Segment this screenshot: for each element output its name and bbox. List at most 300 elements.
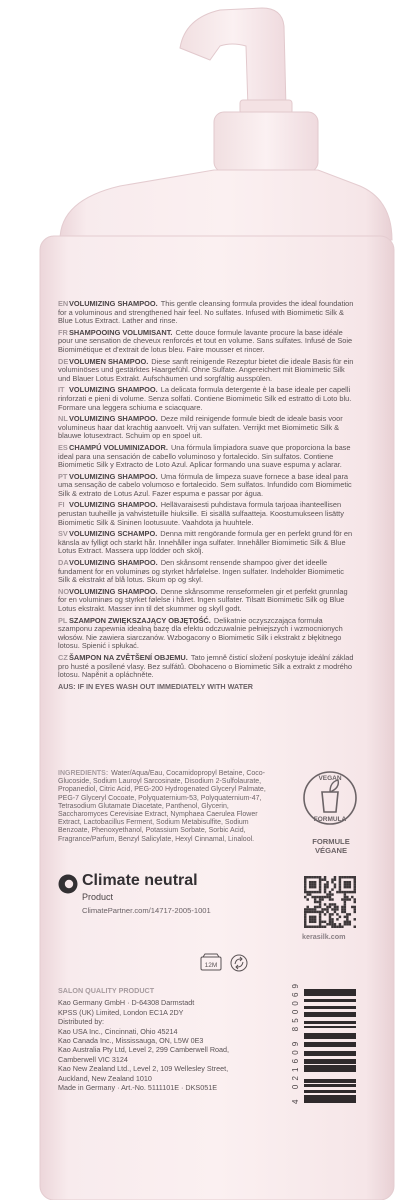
qr-module	[336, 908, 338, 910]
qr-module	[316, 891, 318, 893]
qr-module	[311, 896, 313, 898]
barcode-bar	[304, 1098, 356, 1101]
qr-module	[346, 923, 348, 925]
qr-module	[316, 911, 318, 913]
qr-module	[351, 891, 353, 893]
qr-module	[346, 881, 348, 883]
qr-module	[329, 893, 331, 895]
qr-module	[351, 896, 353, 898]
bottle-shoulder	[60, 170, 392, 240]
vegan-ribbon-text: FORMULA	[313, 816, 347, 823]
qr-module	[304, 918, 306, 920]
qr-module	[326, 911, 328, 913]
description-text: Cette douce formule lavante procure la base idéale pour une sensation de cheveux renforcés et tout en volume. Sans sulfates. Infusé de Soie Biomimétique et d'extrait de lotus bleu. Faire mousser et rincer.	[58, 327, 353, 354]
qr-module	[309, 891, 311, 893]
qr-module	[341, 911, 343, 913]
qr-module	[336, 906, 338, 908]
barcode-bar	[304, 1101, 356, 1103]
ingredients-heading: INGREDIENTS:	[58, 770, 109, 777]
qr-module	[324, 891, 326, 893]
barcode-bar	[304, 1062, 356, 1064]
qr-module	[351, 876, 353, 878]
eye-warning: AUS: IF IN EYES WASH OUT IMMEDIATELY WITH WATER	[58, 681, 253, 691]
qr-module	[341, 876, 343, 878]
qr-module	[326, 886, 328, 888]
qr-module	[314, 876, 316, 878]
description-text: Tato jemně čisticí složení poskytuje ideální základ pro husté a posílené vlasy. Bez sulfátů. Obohaceno o Biomimetic Silk a extrakt z modrého lotosu. Napěnit a opláchněte.	[58, 652, 354, 680]
qr-module	[339, 888, 341, 890]
lang-code: DE	[58, 356, 69, 366]
qr-module	[316, 926, 318, 928]
product-name: VOLUMIZING SHAMPOO.	[69, 586, 158, 596]
qr-module	[346, 921, 348, 923]
paragraph-de	[58, 358, 354, 384]
qr-module	[344, 921, 346, 923]
description-text: Diese sanft reinigende Rezeptur bietet die ideale Basis für ein voluminöses und gestärktes Haargefühl. Ohne Sulfate. Angereichert mit Biomimetic Silk und Blauer Lotus Extrakt. Aufschäumen und sorgfältig ausspülen.	[58, 356, 354, 383]
qr-module	[306, 898, 308, 900]
qr-module	[354, 881, 356, 883]
qr-module	[346, 886, 348, 888]
product-name: SHAMPOOING VOLUMISANT.	[69, 327, 173, 337]
qr-module	[346, 896, 348, 898]
climate-sub: Product	[82, 892, 114, 902]
qr-module	[321, 921, 323, 923]
qr-module	[311, 911, 313, 913]
climate-partner-logo-icon	[58, 874, 78, 894]
qr-module	[329, 906, 331, 908]
vegan-caption	[296, 838, 366, 855]
qr-module	[339, 891, 341, 893]
address-line: Distributed by:	[58, 1017, 104, 1027]
paragraph-nl	[58, 415, 354, 441]
product-name: SZAMPON ZWIĘKSZAJĄCY OBJĘTOŚĆ.	[69, 615, 211, 625]
description-text: La delicata formula detergente è la base ideale per capelli rinforzati e pieni di volume. Senza solfati. Contiene Biomimetic Silk ed estratto di Loto blu. Formare una leggera schiuma e sciacquare.	[58, 385, 352, 412]
qr-module	[334, 908, 336, 910]
qr-module	[331, 893, 333, 895]
qr-module	[354, 901, 356, 903]
barcode-bar	[304, 1080, 356, 1083]
qr-module	[319, 921, 321, 923]
qr-module	[346, 876, 348, 878]
product-name: VOLUMIZING SHAMPOO.	[69, 299, 158, 308]
qr-module	[341, 908, 343, 910]
barcode-bar	[304, 1012, 356, 1013]
website-text: kerasilk.com	[302, 932, 346, 941]
qr-module	[306, 908, 308, 910]
qr-module	[346, 916, 348, 918]
address-line: Kao USA Inc., Cincinnati, Ohio 45214	[58, 1026, 178, 1036]
lang-code: FI	[58, 500, 65, 510]
qr-module	[331, 926, 333, 928]
barcode-bar	[304, 1065, 356, 1067]
qr-module	[309, 918, 311, 920]
qr-module	[304, 911, 306, 913]
salon-quality-heading: SALON QUALITY PRODUCT	[58, 986, 155, 995]
qr-module	[354, 878, 356, 880]
qr-module	[311, 916, 313, 918]
qr-module	[321, 908, 323, 910]
qr-module	[311, 926, 313, 928]
qr-module	[334, 926, 336, 928]
qr-module	[346, 913, 348, 915]
barcode-bar	[304, 1042, 356, 1043]
qr-module	[319, 896, 321, 898]
qr-module	[331, 918, 333, 920]
qr-module	[349, 898, 351, 900]
qr-module	[319, 903, 321, 905]
qr-module	[309, 876, 311, 878]
qr-module	[346, 898, 348, 900]
paragraph-sv	[58, 530, 354, 556]
description-text: Delikatnie oczyszczająca formuła szamponu zapewnia idealną bazę dla efektu odczuwalnie pełniejszych i wzmocnionych włosów. Nie zawiera siarczanów. Wzbogacony o Biomimetic Silk i ekstrakt z błękitnego lotosu. Spienić i spłukać.	[58, 615, 343, 651]
lang-code: NL	[58, 414, 68, 424]
qr-module	[354, 888, 356, 890]
qr-module	[319, 886, 321, 888]
qr-module	[309, 911, 311, 913]
qr-module	[326, 893, 328, 895]
barcode-bar	[304, 1054, 356, 1056]
qr-module	[349, 891, 351, 893]
qr-module	[309, 881, 311, 883]
paragraph-cz	[58, 654, 354, 680]
qr-module	[311, 908, 313, 910]
ingredients	[58, 770, 280, 844]
qr-module	[344, 906, 346, 908]
qr-module	[354, 906, 356, 908]
qr-module	[311, 876, 313, 878]
qr-module	[324, 883, 326, 885]
qr-module	[311, 918, 313, 920]
barcode-bar	[304, 1026, 356, 1027]
paragraph-pl	[58, 617, 354, 651]
qr-module	[344, 903, 346, 905]
qr-module	[341, 906, 343, 908]
barcode-bar	[304, 999, 356, 1002]
qr-module	[354, 926, 356, 928]
qr-module	[311, 883, 313, 885]
barcode-bar	[304, 1013, 356, 1014]
qr-module	[304, 916, 306, 918]
lang-code: DA	[58, 558, 69, 568]
qr-module	[344, 883, 346, 885]
qr-module	[314, 901, 316, 903]
qr-module	[324, 908, 326, 910]
lang-code: PL	[58, 615, 68, 625]
qr-module	[339, 881, 341, 883]
qr-module	[344, 896, 346, 898]
product-description	[58, 300, 354, 694]
qr-module	[304, 878, 306, 880]
qr-module	[306, 893, 308, 895]
qr-module	[326, 896, 328, 898]
qr-module	[311, 921, 313, 923]
qr-module	[341, 891, 343, 893]
barcode-number: 4 021609 850069	[291, 984, 300, 1104]
qr-module	[321, 911, 323, 913]
qr-module	[314, 881, 316, 883]
qr-module	[329, 921, 331, 923]
qr-module	[311, 881, 313, 883]
qr-module	[334, 883, 336, 885]
qr-module	[309, 908, 311, 910]
qr-module	[319, 926, 321, 928]
qr-module	[346, 918, 348, 920]
qr-module	[324, 913, 326, 915]
qr-module	[349, 886, 351, 888]
description-text: Una fórmula limpiadora suave que proporciona la base ideal para una sensación de cabello voluminoso y fortalecido. Sin sulfatos. Contiene Biomimetic Silk y Extracto de Loto Azul. Aplicar formando una suave espuma y aclarar.	[58, 442, 351, 470]
barcode	[300, 978, 360, 1104]
pao-jar-icon	[200, 953, 222, 971]
qr-module	[349, 876, 351, 878]
lang-code: CZ	[58, 652, 68, 662]
qr-module	[304, 886, 306, 888]
description-text: Uma fórmula de limpeza suave fornece a base ideal para uma sensação de cabelo volumoso e fortalecido. Sem sulfatos. Infundido com Biomimetic Silk & extrato de Lotus Azul. Fazer espuma e passar por água.	[58, 471, 352, 498]
qr-module	[319, 918, 321, 920]
qr-module	[319, 891, 321, 893]
vegan-caption-line: FORMULE	[312, 837, 350, 846]
qr-module	[319, 883, 321, 885]
qr-module	[329, 913, 331, 915]
qr-module	[334, 886, 336, 888]
qr-module	[324, 876, 326, 878]
product-name: VOLUMIZING SHAMPOO.	[69, 471, 158, 481]
qr-module	[329, 918, 331, 920]
vegan-formula-icon	[300, 768, 360, 828]
description-text: Deze mild reinigende formule biedt de ideale basis voor volumineus haar dat krachtig aanvoelt. Vrij van sulfaten. Verrijkt met Biomimetic Silk & blauwe lotusextract. Schuim op en spoel uit.	[58, 414, 343, 441]
qr-module	[344, 911, 346, 913]
qr-module	[344, 898, 346, 900]
qr-module	[329, 896, 331, 898]
product-name: CHAMPÚ VOLUMINIZADOR.	[69, 442, 168, 452]
barcode-bar	[304, 1034, 356, 1037]
paragraph-pt	[58, 473, 354, 499]
qr-module	[349, 881, 351, 883]
qr-module	[319, 888, 321, 890]
barcode-bar	[304, 991, 356, 994]
address-line: Kao Australia Pty Ltd, Level 2, 299 Camberwell Road,	[58, 1045, 229, 1055]
qr-module	[354, 883, 356, 885]
qr-module	[344, 881, 346, 883]
qr-module	[319, 923, 321, 925]
qr-module	[304, 913, 306, 915]
qr-module	[314, 891, 316, 893]
address-line: Camberwell VIC 3124	[58, 1054, 128, 1064]
barcode-bar	[304, 1037, 356, 1039]
qr-module	[339, 916, 341, 918]
qr-module	[321, 898, 323, 900]
qr-module	[344, 908, 346, 910]
qr-module	[331, 923, 333, 925]
qr-module	[344, 893, 346, 895]
qr-module	[324, 926, 326, 928]
pump-collar	[214, 112, 318, 172]
address-line: Kao Canada Inc., Mississauga, ON, L5W 0E3	[58, 1036, 204, 1046]
product-name: ŠAMPON NA ZVĚTŠENÍ OBJEMU.	[69, 652, 188, 662]
qr-module	[319, 898, 321, 900]
qr-module	[314, 896, 316, 898]
qr-module	[354, 876, 356, 878]
qr-module	[304, 908, 306, 910]
qr-module	[304, 891, 306, 893]
qr-module	[314, 926, 316, 928]
manufacturer-address	[58, 986, 258, 1092]
qr-module	[329, 898, 331, 900]
qr-module	[354, 891, 356, 893]
qr-module	[316, 901, 318, 903]
qr-module	[346, 891, 348, 893]
paragraph-da	[58, 559, 354, 585]
qr-module	[326, 908, 328, 910]
qr-module	[304, 921, 306, 923]
qr-module	[314, 918, 316, 920]
qr-module	[336, 891, 338, 893]
barcode-bar	[304, 1084, 356, 1087]
qr-module	[314, 908, 316, 910]
qr-module	[314, 916, 316, 918]
qr-module	[319, 881, 321, 883]
qr-module	[314, 898, 316, 900]
qr-module	[336, 913, 338, 915]
qr-module	[304, 876, 306, 878]
qr-module	[331, 878, 333, 880]
description-text: Denne skånsomme renseformelen gir et perfekt grunnlag for en voluminøs og styrket følelse i håret. Ingen sulfater. Tilsatt Biomimetic Silk og Blue Lotus ekstrakt. Masser inn til det skummer og skyll godt.	[58, 586, 348, 613]
address-line: KPSS (UK) Limited, London EC1A 2DY	[58, 1007, 184, 1017]
description-text: This gentle cleansing formula provides the ideal foundation for a voluminous and strengthened hair feel. No sulfates. Infused with Biomimetic Silk & Blue Lotus Extract. Lather and rinse.	[58, 299, 354, 326]
qr-module	[334, 906, 336, 908]
pao-text: 12M	[204, 962, 218, 969]
barcode-bar	[304, 1016, 356, 1017]
qr-module	[306, 876, 308, 878]
qr-module	[304, 896, 306, 898]
qr-module	[329, 891, 331, 893]
barcode-bar	[304, 1069, 356, 1072]
qr-module	[351, 906, 353, 908]
qr-module	[314, 883, 316, 885]
lang-code: IT	[58, 385, 65, 395]
barcode-bar	[304, 989, 356, 991]
qr-module	[331, 908, 333, 910]
qr-module	[346, 883, 348, 885]
lang-code: FR	[58, 327, 68, 337]
qr-module	[319, 906, 321, 908]
qr-module	[334, 911, 336, 913]
barcode-bar	[304, 1006, 356, 1009]
lang-code: SV	[58, 529, 68, 539]
qr-module	[324, 896, 326, 898]
description-text: Denna mitt rengörande formula ger en perfekt grund för en känsla av fylligt och starkt hår. Innehåller inga sulfater. Innehåller Biomimetic Silk & Blue Lotus Extract. Massera upp lödder och skölj.	[58, 529, 353, 556]
qr-module	[316, 896, 318, 898]
qr-module	[334, 876, 336, 878]
recycle-icon	[230, 954, 248, 972]
qr-module	[326, 906, 328, 908]
qr-module	[304, 926, 306, 928]
product-name: VOLUMIZING SHAMPOO.	[69, 500, 158, 510]
qr-module	[304, 888, 306, 890]
qr-module	[324, 903, 326, 905]
vegan-ring-text: VEGAN	[318, 775, 342, 782]
barcode-bar	[304, 1091, 356, 1093]
qr-module	[319, 916, 321, 918]
qr-module	[311, 886, 313, 888]
climate-url: ClimatePartner.com/14717-2005-1001	[82, 906, 211, 915]
paragraph-no	[58, 588, 354, 614]
qr-module	[329, 916, 331, 918]
qr-module	[331, 921, 333, 923]
qr-module	[319, 876, 321, 878]
qr-module	[314, 886, 316, 888]
qr-module	[349, 921, 351, 923]
qr-module	[304, 883, 306, 885]
barcode-digits	[290, 978, 300, 1104]
product-name: VOLUMIZING SHAMPOO.	[69, 414, 158, 424]
qr-module	[334, 878, 336, 880]
address-line: Auckland, New Zealand 1010	[58, 1073, 152, 1083]
qr-module	[326, 881, 328, 883]
product-name: VOLUMIZING SHAMPOO.	[69, 558, 158, 568]
paragraph-es	[58, 444, 354, 470]
barcode-bar	[304, 1095, 356, 1098]
qr-module	[354, 886, 356, 888]
vegan-caption-line: VÉGANE	[314, 845, 348, 855]
qr-module	[339, 876, 341, 878]
qr-module	[344, 916, 346, 918]
qr-module	[319, 878, 321, 880]
address-line: Kao Germany GmbH · D-64308 Darmstadt	[58, 998, 195, 1008]
qr-module	[324, 888, 326, 890]
barcode-bar	[304, 1014, 356, 1016]
qr-module	[326, 923, 328, 925]
qr-module	[314, 911, 316, 913]
qr-module	[319, 901, 321, 903]
product-name: VOLUMEN SHAMPOO.	[69, 356, 149, 366]
qr-module	[354, 918, 356, 920]
qr-module	[336, 918, 338, 920]
qr-module	[344, 891, 346, 893]
qr-module	[309, 916, 311, 918]
barcode-bar	[304, 1051, 356, 1054]
qr-module	[316, 876, 318, 878]
barcode-bar	[304, 1027, 356, 1028]
description-text: Den skånsomt rensende shampoo giver det ideelle fundament for en voluminøs og styrket hårfølelse. Ingen sulfater. Indeholder Biomimetic Silk & ekstrakt af blå lotus. Skum op og skyl.	[58, 558, 344, 585]
qr-module	[344, 901, 346, 903]
paragraph-it	[58, 386, 354, 412]
qr-module	[349, 913, 351, 915]
qr-module	[339, 923, 341, 925]
qr-module	[349, 923, 351, 925]
ingredients-list: Water/Aqua/Eau, Cocamidopropyl Betaine, Coco-Glucoside, Sodium Lauroyl Sarcosinate, Disodium 2-Sulfolaurate, Propanediol, Citric Acid, PEG-200 Hydrogenated Glyceryl Palmate, PEG-7 Glyceryl Cocoate, Polyquaternium-53, Polyquaternium-47, Tetrasodium Glutamate Diacetate, Panthenol, Glycerin, Saccharomyces Cerevisiae Extract, Nymphaea Caerulea Flower Extract, Lactobacillus Ferment, Sodium Metabisulfite, Sodium Benzoate, Phenoxyethanol, Potassium Sorbate, Sorbic Acid, Fragrance/Parfum, Benzyl Salicylate, Hexyl Cinnamal, Linalool.	[58, 770, 266, 843]
barcode-bar	[304, 1033, 356, 1034]
qr-module	[306, 906, 308, 908]
qr-module	[354, 911, 356, 913]
lang-code: ES	[58, 442, 68, 452]
barcode-bar	[304, 1059, 356, 1062]
paragraph-fi	[58, 501, 354, 527]
lang-code: NO	[58, 586, 70, 596]
qr-module	[334, 923, 336, 925]
qr-module	[306, 911, 308, 913]
qr-module	[309, 921, 311, 923]
barcode-bar	[304, 1079, 356, 1080]
qr-module	[339, 878, 341, 880]
barcode-bar	[304, 1043, 356, 1046]
qr-module	[344, 876, 346, 878]
qr-module	[314, 921, 316, 923]
barcode-bar	[304, 1090, 356, 1091]
climate-title: Climate neutral	[82, 872, 198, 889]
qr-module	[309, 883, 311, 885]
qr-module	[324, 886, 326, 888]
qr-module	[331, 881, 333, 883]
